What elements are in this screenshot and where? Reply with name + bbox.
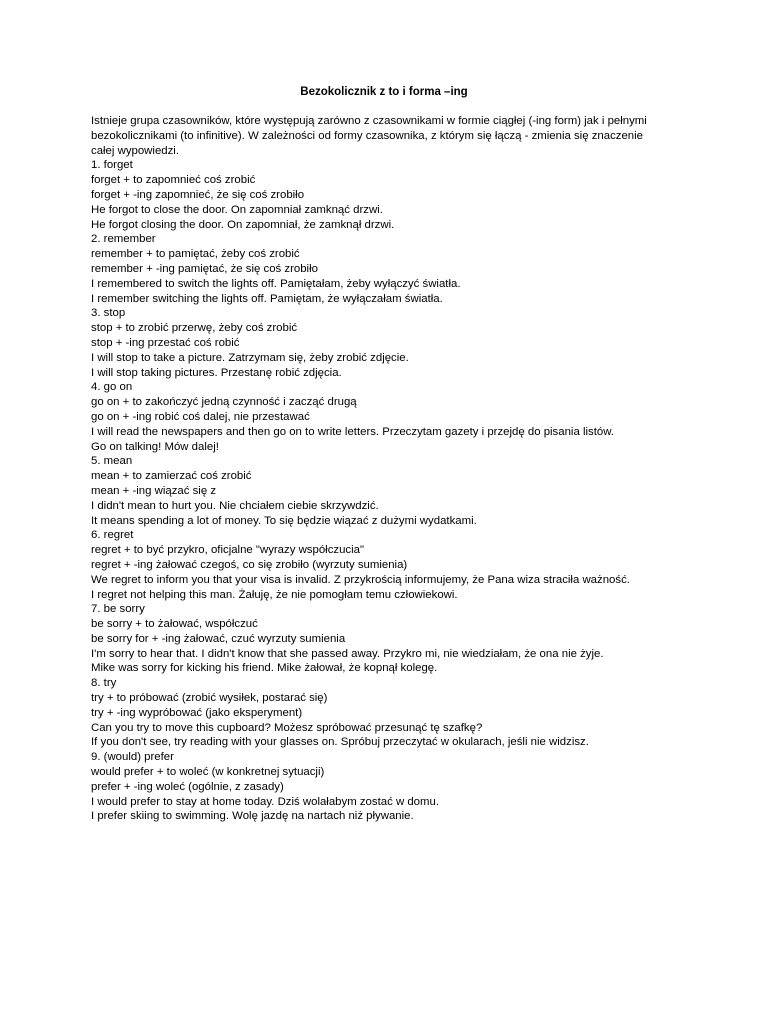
text-line: 2. remember [91,233,156,246]
text-line: mean + -ing wiązać się z [91,484,217,497]
text-line: regret + to być przykro, oficjalne "wyrazy współczucia" [91,544,365,557]
text-line: remember + to pamiętać, żeby coś zrobić [91,248,300,261]
text-line: I prefer skiing to swimming. Wolę jazdę na nartach niż pływanie. [91,810,414,823]
text-line: 4. go on [91,381,133,394]
text-line: try + to próbować (zrobić wysiłek, postarać się) [91,692,328,705]
text-line: I didn't mean to hurt you. Nie chciałem ciebie skrzywdzić. [91,499,379,512]
text-line: I will stop to take a picture. Zatrzymam się, żeby zrobić zdjęcie. [91,351,409,364]
text-line: remember + -ing pamiętać, że się coś zrobiło [91,262,318,275]
text-line: Go on talking! Mów dalej! [91,440,219,453]
text-line: 5. mean [91,455,133,468]
text-line: I will read the newspapers and then go on to write letters. Przeczytam gazety i przejdę do pisania listów. [91,425,614,438]
intro-line: bezokolicznikami (to infinitive). W zależności od formy czasownika, z którym się łączą - zmienia się znaczenie [91,129,644,142]
text-line: 9. (would) prefer [91,751,174,764]
text-line: stop + to zrobić przerwę, żeby coś zrobić [91,322,298,335]
text-line: forget + -ing zapomnieć, że się coś zrobiło [91,188,305,201]
text-line: I regret not helping this man. Żałuję, że nie pomogłam temu człowiekowi. [91,588,458,601]
text-line: I will stop taking pictures. Przestanę robić zdjęcia. [91,366,342,379]
text-line: stop + -ing przestać coś robić [91,336,240,349]
text-line: We regret to inform you that your visa is invalid. Z przykrością informujemy, że Pana wiza straciła ważność. [91,573,630,586]
text-line: I'm sorry to hear that. I didn't know that she passed away. Przykro mi, nie wiedziałam, że ona nie żyje. [91,647,604,660]
text-line: 7. be sorry [91,603,145,616]
text-line: Can you try to move this cupboard? Możesz spróbować przesunąć tę szafkę? [91,721,483,734]
text-line: be sorry for + -ing żałować, czuć wyrzuty sumienia [91,632,346,645]
text-line: He forgot closing the door. On zapomniał, że zamknął drzwi. [91,218,395,231]
text-line: prefer + -ing woleć (ogólnie, z zasady) [91,780,284,793]
text-line: 6. regret [91,529,134,542]
text-line: go on + -ing robić coś dalej, nie przestawać [91,410,310,423]
text-line: regret + -ing żałować czegoś, co się zrobiło (wyrzuty sumienia) [91,558,408,571]
text-line: He forgot to close the door. On zapomniał zamknąć drzwi. [91,203,383,216]
text-line: forget + to zapomnieć coś zrobić [91,174,256,187]
text-line: If you don't see, try reading with your glasses on. Spróbuj przeczytać w okularach, jeśli nie widzisz. [91,736,589,749]
text-line: 8. try [91,677,117,690]
text-line: mean + to zamierzać coś zrobić [91,470,252,483]
text-line: go on + to zakończyć jedną czynność i zacząć drugą [91,396,357,409]
text-line: try + -ing wypróbować (jako eksperyment) [91,706,303,719]
text-line: It means spending a lot of money. To się będzie wiązać z dużymi wydatkami. [91,514,477,527]
intro-line: Istnieje grupa czasowników, które występują zarówno z czasownikami w formie ciągłej (-ing form) jak i pełnymi [91,115,647,127]
document-body [91,114,691,824]
text-line: I would prefer to stay at home today. Dziś wolałabym zostać w domu. [91,795,439,808]
text-line: be sorry + to żałować, współczuć [91,618,258,631]
intro-paragraph [91,114,691,158]
text-line: I remember switching the lights off. Pamiętam, że wyłączałam światła. [91,292,443,305]
intro-line: całej wypowiedzi. [91,144,179,157]
text-line: I remembered to switch the lights off. Pamiętałam, żeby wyłączyć światła. [91,277,461,290]
text-line: would prefer + to woleć (w konkretnej sytuacji) [91,766,325,779]
content-lines [91,158,691,824]
text-line: Mike was sorry for kicking his friend. Mike żałował, że kopnął kolegę. [91,662,438,675]
document-title: Bezokolicznik z to i forma –ing [300,86,468,98]
text-line: 3. stop [91,307,126,320]
text-line: 1. forget [91,159,133,172]
